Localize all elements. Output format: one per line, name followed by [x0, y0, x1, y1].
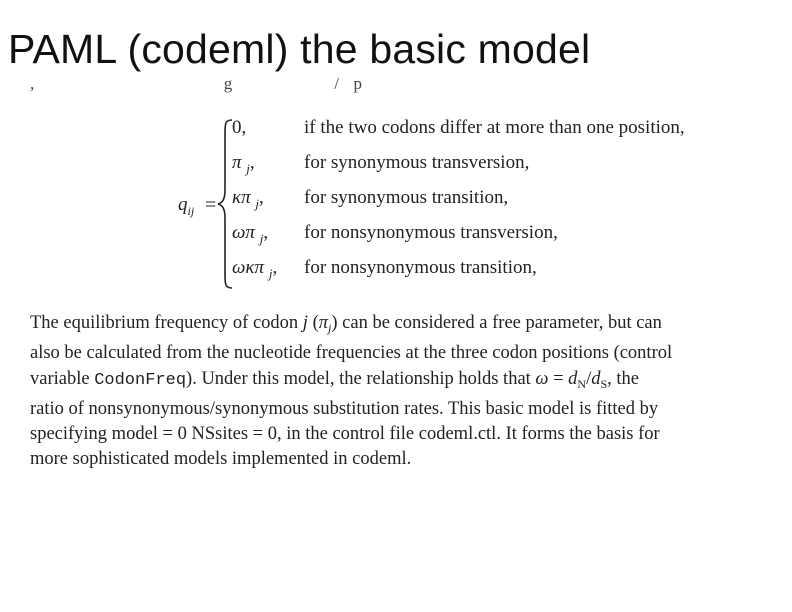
- case-expression: π $_j$,: [232, 152, 255, 176]
- case-condition: for nonsynonymous transversion,: [304, 222, 558, 243]
- paragraph-line: also be calculated from the nucleotide frequencies at the three codon positions (control: [30, 343, 673, 364]
- model-description-paragraph: [30, 311, 760, 473]
- clipped-text-fragment: [30, 74, 730, 96]
- equation-lhs: $q_{ij}$: [178, 194, 195, 218]
- slide-title: PAML (codeml) the basic model: [8, 26, 591, 72]
- paragraph-line: more sophisticated models implemented in codeml.: [30, 449, 412, 470]
- case-expression: ωπ $_j$,: [232, 222, 269, 246]
- paragraph-line: variable CodonFreq). Under this model, the relationship holds that $\omega = d_N/d_S$, the: [30, 368, 640, 391]
- case-condition: for nonsynonymous transition,: [304, 257, 537, 278]
- rate-matrix-equation: [0, 110, 792, 300]
- case-condition: for synonymous transversion,: [304, 152, 530, 173]
- case-expression: ωκπ $_j$,: [232, 257, 278, 281]
- case-condition: for synonymous transition,: [304, 187, 509, 208]
- clipped-text-glyphs: , g / p: [30, 74, 364, 93]
- case-expression: κπ $_j$,: [232, 187, 264, 211]
- case-condition: if the two codons differ at more than one position,: [304, 117, 685, 138]
- paragraph-line: specifying model = 0 NSsites = 0, in the control file codeml.ctl. It forms the basis for: [30, 424, 660, 445]
- equals-sign: =: [205, 194, 217, 216]
- paragraph-line: ratio of nonsynonymous/synonymous substitution rates. This basic model is fitted by: [30, 398, 659, 419]
- codonfreq-code: CodonFreq: [94, 370, 187, 390]
- paragraph-line: The equilibrium frequency of codon j $(\pi_j)$ can be considered a free parameter, but can: [30, 313, 662, 335]
- case-expression: 0,: [232, 117, 247, 138]
